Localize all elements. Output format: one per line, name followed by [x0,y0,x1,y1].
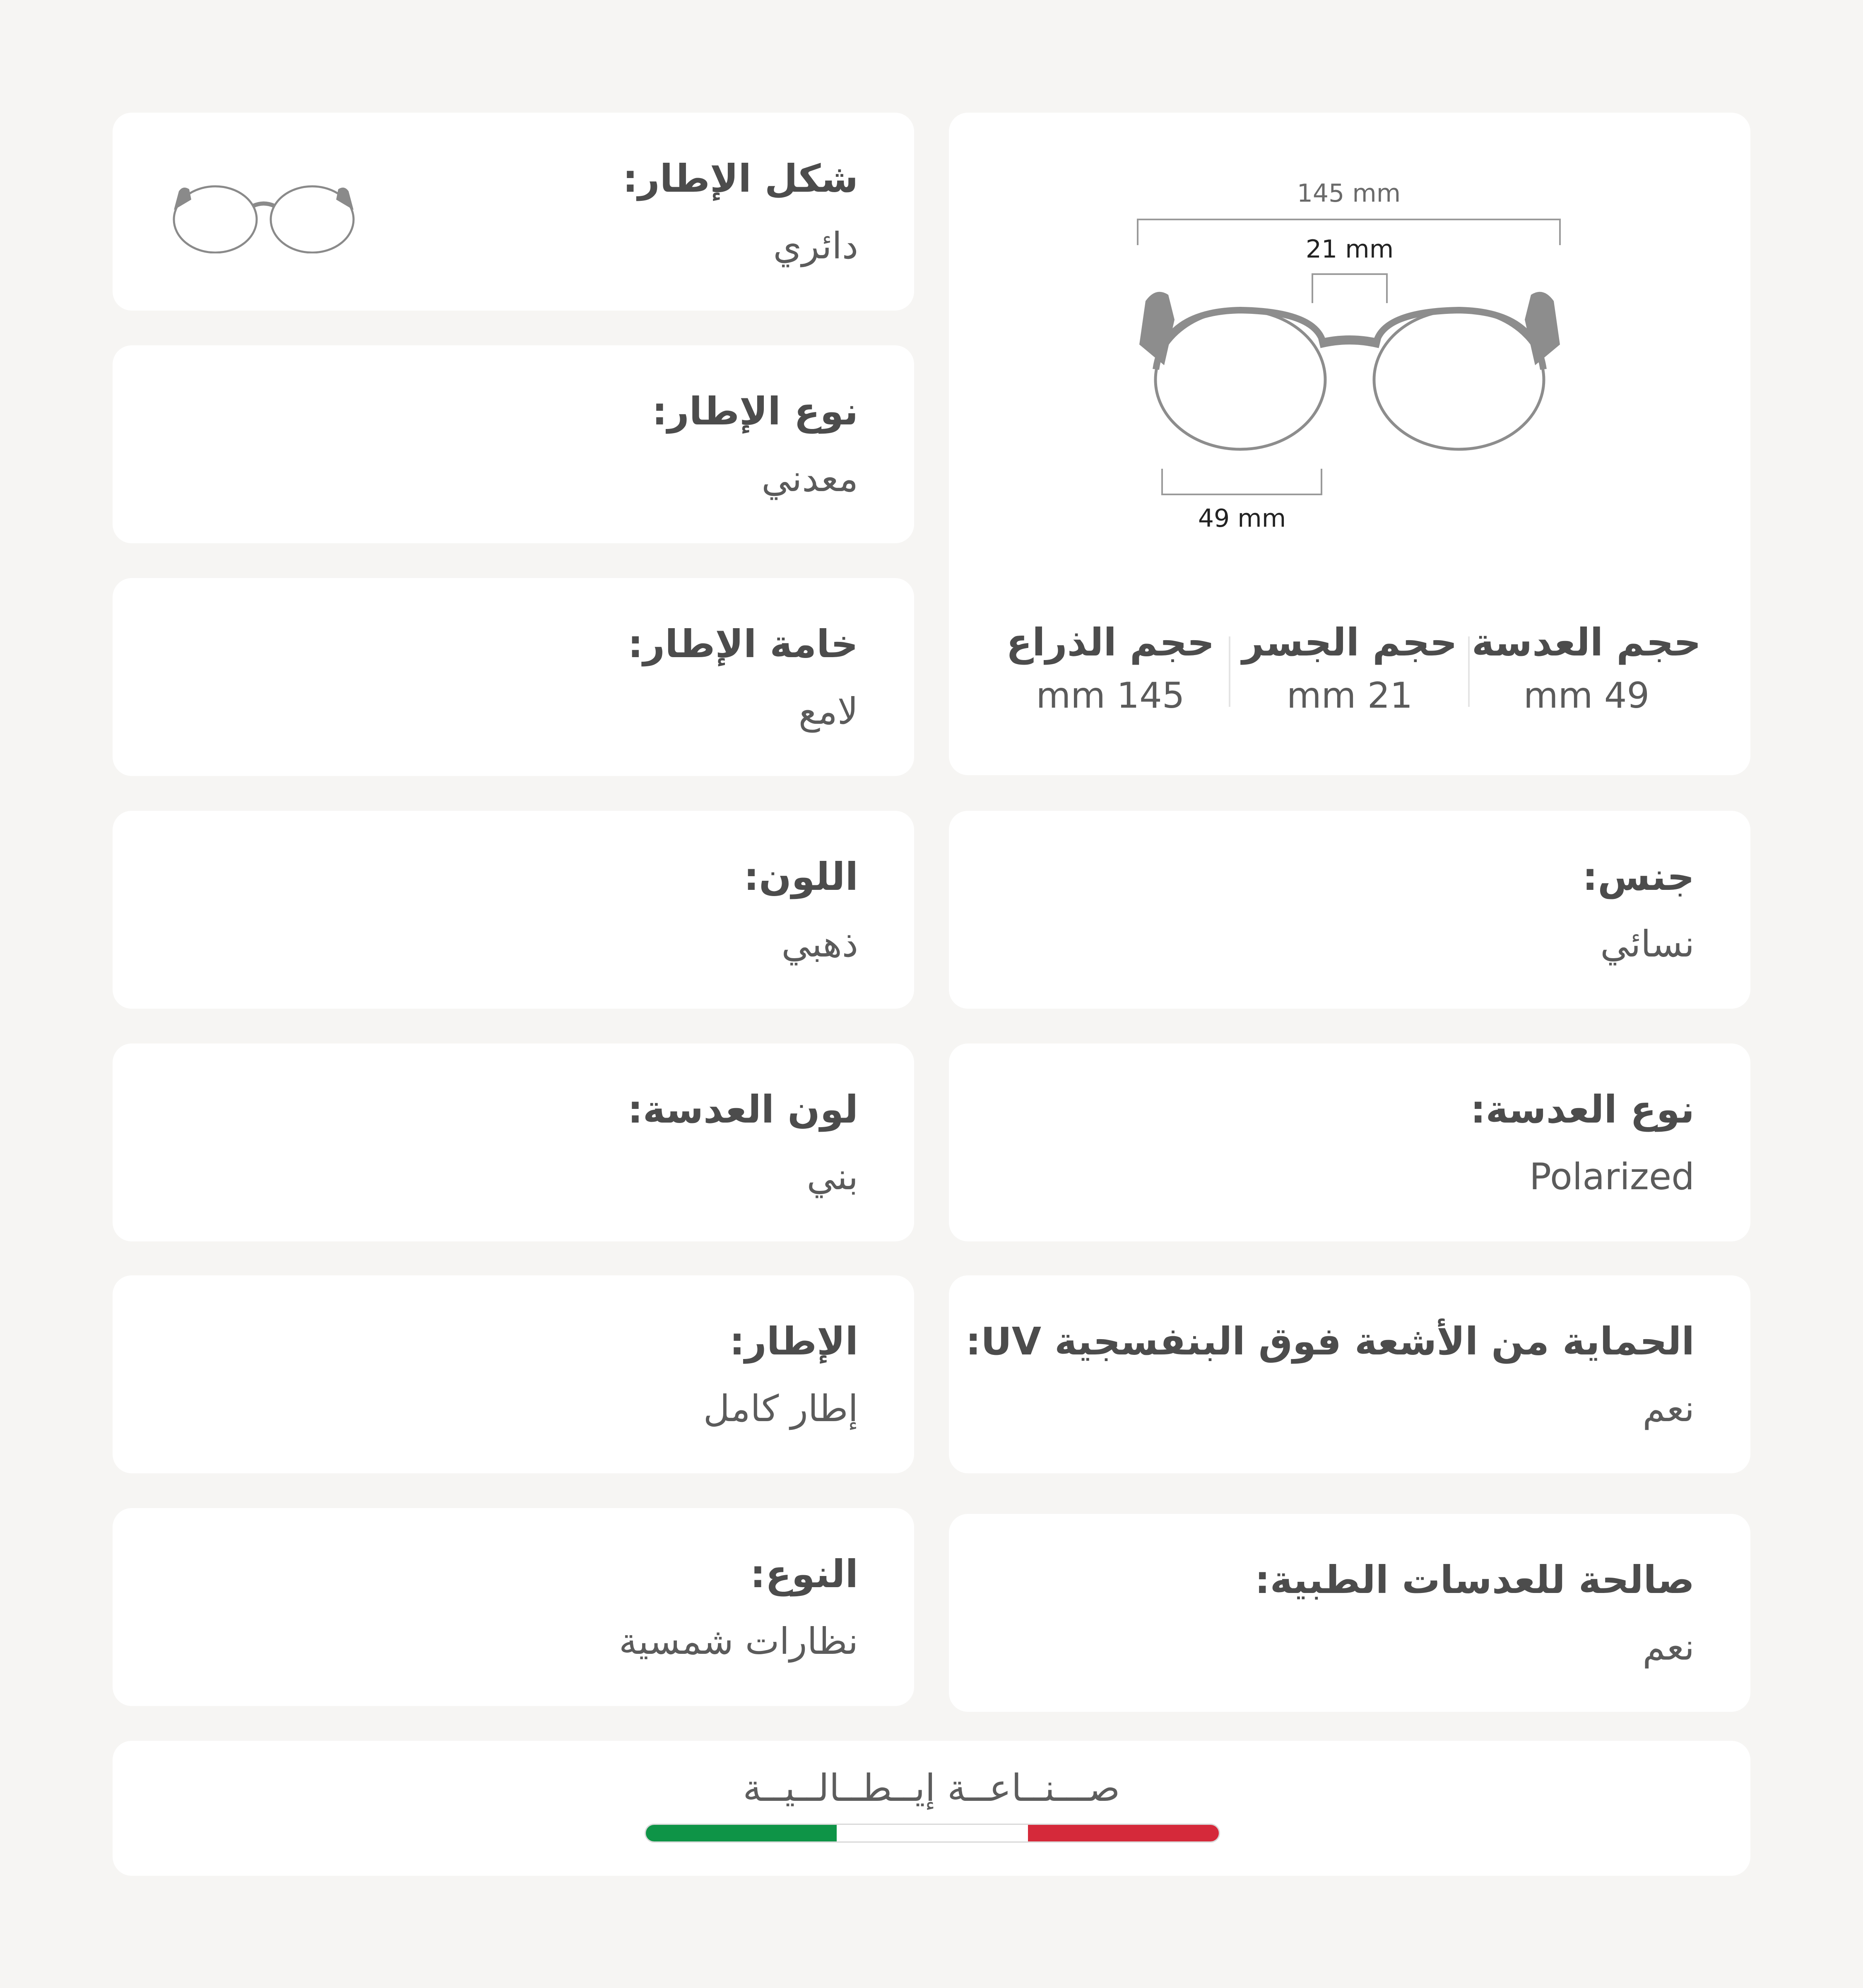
frame-material-card [113,578,914,776]
bridge-size-label: حجم الجسر [1242,620,1457,665]
round-glasses-icon [166,171,361,253]
product-type-label: النوع: [750,1552,858,1596]
bridge-size-value: 21 mm [1286,675,1413,716]
flag-green-stripe [646,1825,837,1841]
made-in-italy-text: صـــنــاعــة إيــطــالــيــة [743,1766,1120,1810]
frame-shape-label: شكل الإطار: [622,157,858,201]
measure-divider [1229,636,1230,707]
frame-type-card [113,345,914,543]
gender-label: جنس: [1582,855,1695,899]
lens-color-label: لون العدسة: [628,1087,858,1132]
flag-red-stripe [1028,1825,1219,1841]
lens-color-value: بني [806,1155,858,1198]
rim-label: الإطار: [729,1319,858,1364]
glasses-dimensions-diagram [949,113,1750,692]
frame-material-label: خامة الإطار: [628,622,858,666]
lens-color-card [113,1043,914,1241]
measurements-card [949,113,1750,775]
rim-card [113,1275,914,1473]
frame-material-value: لامع [798,690,858,733]
arm-width-dim-label: 145 mm [1297,179,1401,208]
frame-shape-card [113,113,914,311]
arm-size-label: حجم الذراع [1006,620,1215,665]
frame-type-label: نوع الإطار: [652,389,858,434]
lens-size-label: حجم العدسة [1471,620,1702,665]
product-type-value: نظارات شمسية [619,1620,858,1663]
gender-value: نسائي [1600,923,1695,965]
color-card [113,811,914,1009]
arm-size-item [994,618,1226,720]
frame-shape-value: دائري [773,224,858,267]
gender-card [949,811,1750,1009]
lens-width-dim-label: 49 mm [1198,504,1286,533]
flag-white-stripe [837,1825,1028,1841]
lens-size-value: 49 mm [1523,675,1650,716]
prescription-value: نعم [1642,1626,1695,1668]
bridge-width-dim-label: 21 mm [1305,235,1394,264]
lens-type-label: نوع العدسة: [1470,1087,1695,1132]
uv-protection-value: نعم [1642,1387,1695,1430]
prescription-label: صالحة للعدسات الطبية: [1254,1558,1695,1602]
lens-type-card [949,1043,1750,1241]
prescription-card [949,1514,1750,1712]
made-in-italy-card [113,1741,1750,1876]
bridge-size-item [1234,618,1466,720]
frame-type-value: معدني [761,457,858,500]
lens-size-item [1471,618,1702,720]
color-value: ذهبي [781,923,858,965]
uv-protection-card [949,1275,1750,1473]
uv-protection-label: الحماية من الأشعة فوق البنفسجية UV: [965,1319,1695,1364]
rim-value: إطار كامل [703,1387,858,1430]
color-label: اللون: [744,855,858,899]
italy-flag-bar [645,1824,1220,1843]
product-type-card [113,1508,914,1706]
arm-size-value: 145 mm [1036,675,1185,716]
measure-divider [1468,636,1470,707]
lens-type-value: Polarized [1529,1155,1695,1198]
